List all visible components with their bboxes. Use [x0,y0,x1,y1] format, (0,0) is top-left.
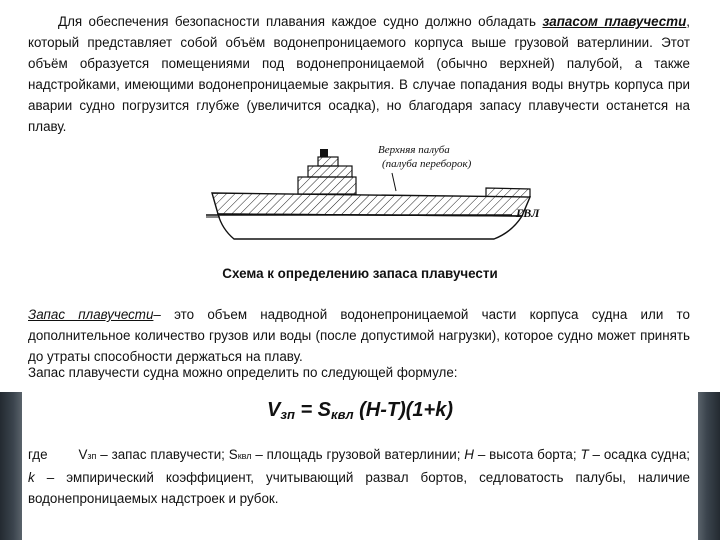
ship-buoyancy-diagram [200,135,540,260]
superstructure-lower [298,177,356,194]
figure-caption: Схема к определению запаса плавучести [222,266,498,281]
definition-text: – это объем надводной водонепроницаемой части корпуса судна или то дополнительное количество грузов или воды (после допустимой нагрузки), которое судно может принять до утраты способности держаться на плаву. [28,307,690,364]
term-reserve-buoyancy: запасом плавучести [542,14,687,29]
intro-text-start: Для обеспечения безопасности плавания каждое судно должно обладать [58,14,543,29]
legend-paragraph: где Vзп – запас плавучести; Sквл – площадь грузовой ватерлинии; H – высота борта; T – осадка судна; k – эмпирический коэффициент, учитывающий развал бортов, седловатость палубы, наличие водонепроницаемых надстроек и рубок. [28,447,691,506]
superstructure-upper [318,157,338,166]
label-bulkhead-deck: (палуба переборок) [382,158,472,170]
definition-paragraph [28,304,690,367]
leader-line [392,173,396,191]
intro-paragraph [28,11,690,137]
formula-intro: Запас плавучести судна можно определить по следующей формуле: [28,365,458,380]
intro-text-end: , который представляет собой объём водонепроницаемого корпуса выше грузовой ватерлинии. Этот объём образуется помещениями под водонепроницаемой (обычно верхней) палубой, а также надстройками, имеющими водонепроницаемые закрытия. В случае попадания воды внутрь корпуса при аварии судно погрузится глубже (увеличится осадка), но благодаря запасу плавучести останется на плаву. [28,14,691,134]
superstructure-middle [308,166,352,177]
label-upper-deck: Верхняя палуба [378,144,450,156]
hull-below-water [218,214,522,239]
label-gvl: ГВЛ [516,206,540,220]
bow-bulwark [486,188,530,197]
hull-above-water [212,193,530,216]
formula: $V_{зп} = S_{квл}$ (H-T)(1+k) [266,399,454,422]
term-definition: Запас плавучести [28,307,154,322]
funnel [320,149,328,157]
